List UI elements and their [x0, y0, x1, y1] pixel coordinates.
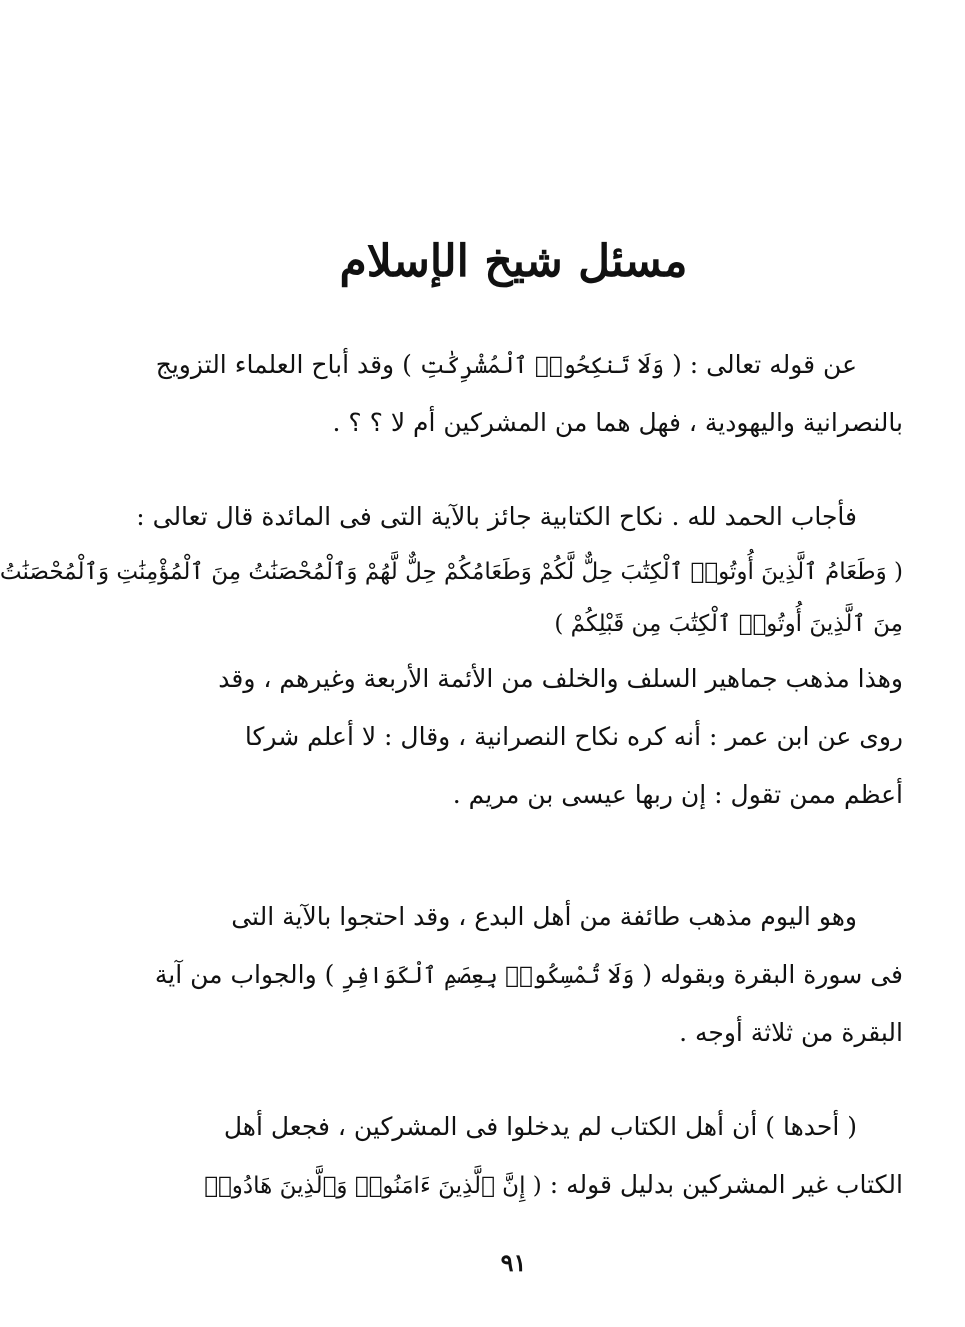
answer-paragraph	[0, 488, 903, 824]
page-number: ٩١	[500, 1248, 527, 1277]
today-line-3: البقرة من ثلاثة أوجه .	[679, 1018, 903, 1047]
quran-verse: وَلَا تُمْسِكُوا۟ بِعِصَمِ ٱلْكَوَافِرِ	[342, 963, 635, 989]
quran-verse-line-1: ( وَطَعَامُ ٱلَّذِينَ أُوتُوا۟ ٱلْكِتَٰبَ حِلٌّ لَّكُمْ وَطَعَامُكُمْ حِلٌّ لَّهُمْ وَٱلْمُحْصَنَٰتُ مِنَ ٱلْمُؤْمِنَٰتِ وَٱلْمُحْصَنَٰتُ	[0, 559, 903, 585]
answer-line-3: روى عن ابن عمر : أنه كره نكاح النصرانية ، وقال : لا أعلم شركا	[244, 722, 903, 751]
first-line-1: ( أحدها ) أن أهل الكتاب لم يدخلوا فى المشركين ، فجعل أهل	[223, 1112, 857, 1141]
first-line-2	[178, 1156, 903, 1214]
today-line-2	[154, 946, 903, 1004]
page-title: مسئل شيخ الإسلام	[339, 236, 688, 287]
today-paragraph	[154, 888, 903, 1062]
today-text-start: فى سورة البقرة وبقوله (	[642, 960, 903, 989]
quran-verse: ( إِنَّ ٱلَّذِينَ ءَامَنُوا۟ وَٱلَّذِينَ هَادُوا۟	[204, 1173, 542, 1199]
first-text-start: الكتاب غير المشركين بدليل قوله :	[549, 1170, 903, 1199]
question-text-end: ) وقد أباح العلماء التزويج	[155, 350, 412, 379]
answer-line-4: أعظم ممن تقول : إن ربها عيسى بن مريم .	[452, 780, 903, 809]
question-text-start: عن قوله تعالى : (	[672, 350, 857, 379]
quran-verse-line-2: مِنَ ٱلَّذِينَ أُوتُوا۟ ٱلْكِتَٰبَ مِن قَبْلِكُمْ )	[554, 611, 903, 637]
question-paragraph	[155, 336, 903, 452]
first-reason-paragraph	[178, 1098, 903, 1214]
answer-line-1: فأجاب الحمد لله . نكاح الكتابية جائز بالآية التى فى المائدة قال تعالى :	[136, 502, 857, 531]
question-line-1	[155, 336, 903, 394]
today-text-end: ) والجواب من آية	[154, 960, 335, 989]
question-line-2: بالنصرانية واليهودية ، فهل هما من المشركين أم لا ؟ ؟ .	[332, 408, 903, 437]
quran-verse: وَلَا تَنكِحُوا۟ ٱلْمُشْرِكَٰتِ	[419, 353, 665, 379]
answer-line-2: وهذا مذهب جماهير السلف والخلف من الأئمة الأربعة وغيرهم ، وقد	[218, 664, 903, 693]
today-line-1: وهو اليوم مذهب طائفة من أهل البدع ، وقد احتجوا بالآية التى	[231, 902, 857, 931]
